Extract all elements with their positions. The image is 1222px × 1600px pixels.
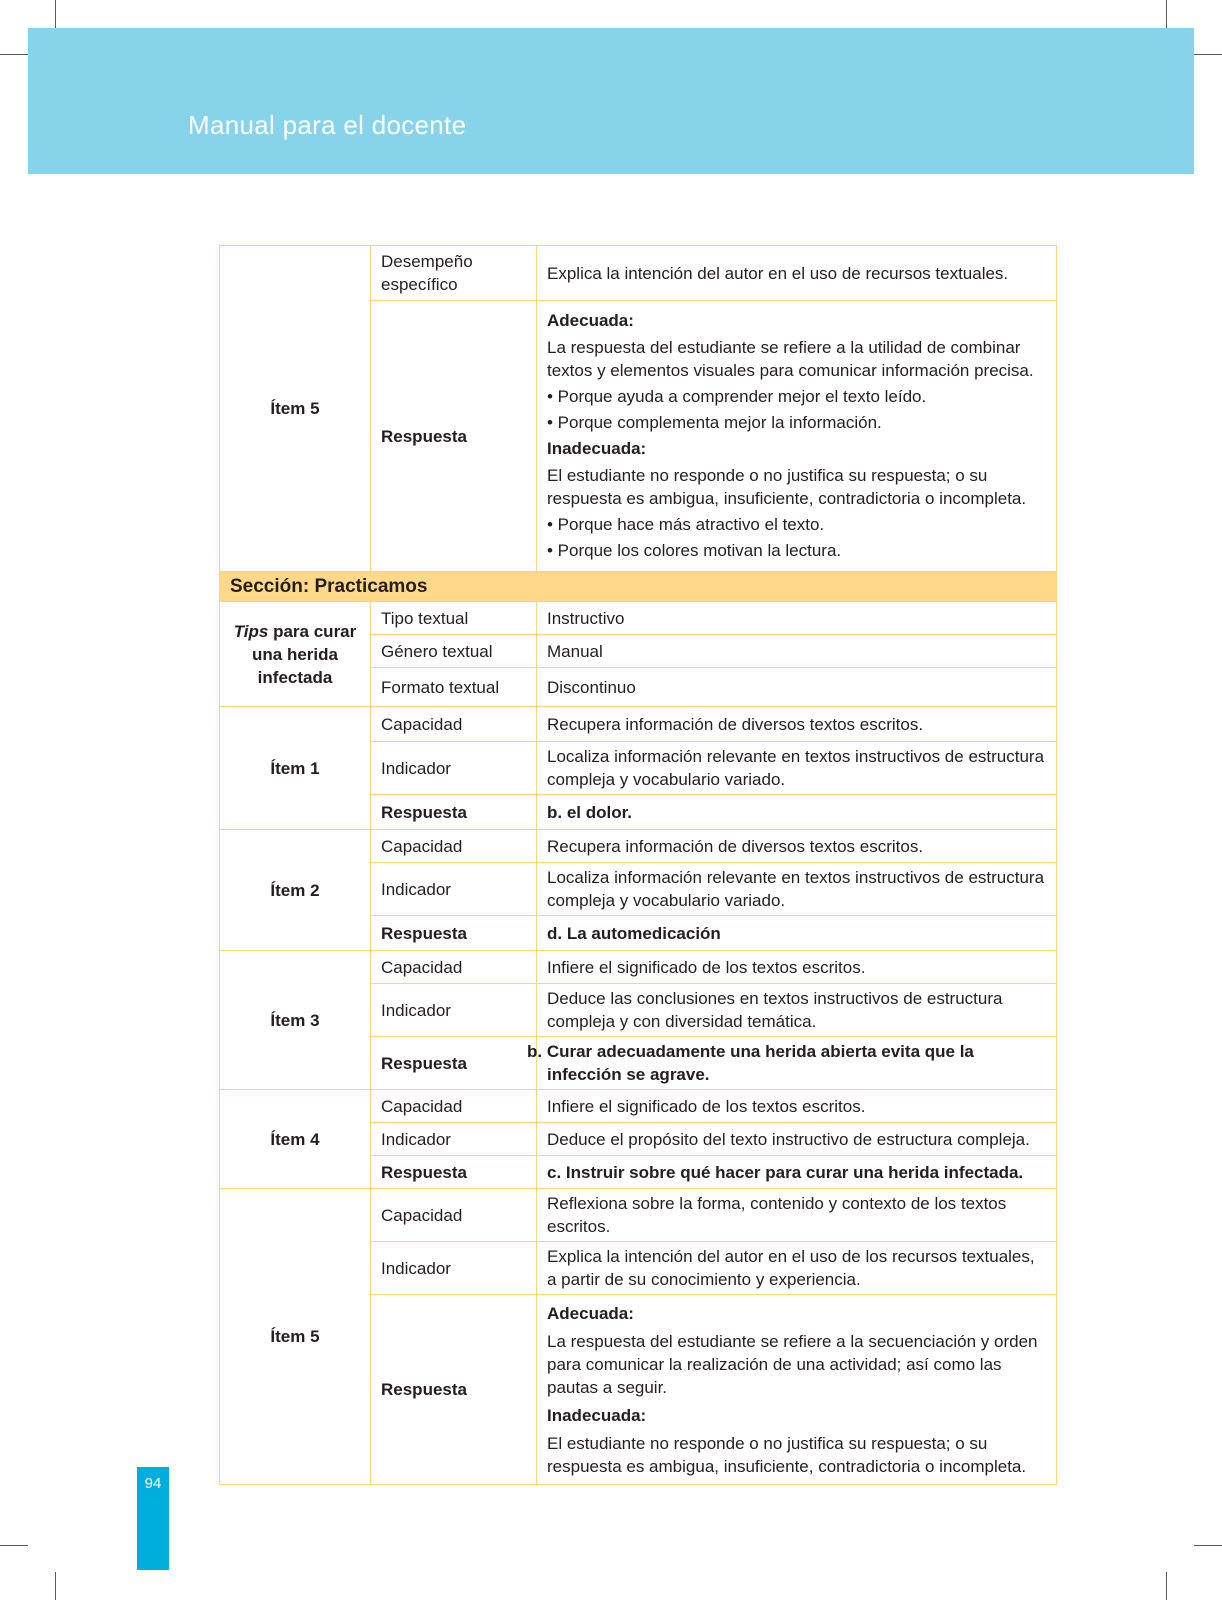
row-value: Infiere el significado de los textos escritos. (537, 951, 1057, 984)
row-value: Localiza información relevante en textos instructivos de estructura compleja y vocabulario variado. (537, 863, 1057, 916)
row-value: Discontinuo (537, 668, 1057, 707)
crop-mark (0, 1545, 28, 1546)
tips-label-rest: para curar una herida infectada (252, 621, 357, 687)
row-label: Respuesta (371, 1037, 537, 1090)
row-label: Género textual (371, 635, 537, 668)
table-row (220, 602, 1057, 635)
section-title: Sección: Practicamos (220, 572, 1057, 602)
inadequate-heading: Inadecuada: (547, 439, 647, 458)
adequate-heading: Adecuada: (547, 311, 634, 330)
row-value: b. el dolor. (537, 795, 1057, 830)
crop-mark (1166, 1572, 1167, 1600)
table-row (220, 830, 1057, 863)
row-value: b. Curar adecuadamente una herida abierta evita que la infección se agrave. (537, 1037, 1057, 1090)
crop-mark (1194, 1545, 1222, 1546)
row-label: Capacidad (371, 1090, 537, 1123)
row-label: Respuesta (371, 1156, 537, 1189)
row-value: d. La automedicación (537, 916, 1057, 951)
item-label: Ítem 3 (220, 951, 371, 1090)
row-label: Indicador (371, 1242, 537, 1295)
item-label: Ítem 1 (220, 707, 371, 830)
list-item: • Porque ayuda a comprender mejor el texto leído. (547, 387, 927, 406)
tips-label-em: Tips (233, 621, 269, 641)
row-label: Capacidad (371, 830, 537, 863)
answer-cell (537, 1295, 1057, 1485)
inadequate-heading: Inadecuada: (547, 1406, 647, 1425)
row-label: Respuesta (371, 1295, 537, 1485)
list-item: • Porque complementa mejor la información. (547, 413, 882, 432)
row-value: Instructivo (537, 602, 1057, 635)
row-label: Desempeño específico (371, 246, 537, 301)
list-item: • Porque los colores motivan la lectura. (547, 541, 842, 560)
row-value: Deduce las conclusiones en textos instructivos de estructura compleja y con diversidad temática. (537, 984, 1057, 1037)
row-label: Capacidad (371, 1189, 537, 1242)
row-value: Explica la intención del autor en el uso de recursos textuales. (537, 246, 1057, 301)
item-label: Ítem 2 (220, 830, 371, 951)
item-label: Ítem 5 (220, 246, 371, 572)
adequate-text: La respuesta del estudiante se refiere a la utilidad de combinar textos y elementos visuales para comunicar información precisa. (547, 338, 1034, 380)
adequate-heading: Adecuada: (547, 1304, 634, 1323)
item-label: Ítem 5 (220, 1189, 371, 1485)
inadequate-text: El estudiante no responde o no justifica su respuesta; o su respuesta es ambigua, insuficiente, contradictoria o incompleta. (547, 1434, 1027, 1476)
table-row (220, 1189, 1057, 1242)
crop-mark (1194, 54, 1222, 55)
adequate-text: La respuesta del estudiante se refiere a la secuenciación y orden para comunicar la realización de una actividad; así como las pautas a seguir. (547, 1332, 1038, 1397)
inadequate-text: El estudiante no responde o no justifica su respuesta; o su respuesta es ambigua, insuficiente, contradictoria o incompleta. (547, 466, 1027, 508)
row-value: Infiere el significado de los textos escritos. (537, 1090, 1057, 1123)
row-value: Explica la intención del autor en el uso de los recursos textuales, a partir de su conocimiento y experiencia. (537, 1242, 1057, 1295)
rubric-table (219, 245, 1057, 1485)
row-label: Indicador (371, 742, 537, 795)
row-value: Reflexiona sobre la forma, contenido y contexto de los textos escritos. (537, 1189, 1057, 1242)
row-label: Capacidad (371, 707, 537, 742)
row-label: Respuesta (371, 795, 537, 830)
crop-mark (1166, 0, 1167, 28)
tips-label (220, 602, 371, 707)
list-item: • Porque hace más atractivo el texto. (547, 515, 825, 534)
row-label: Indicador (371, 863, 537, 916)
header-band (28, 28, 1194, 174)
crop-mark (0, 54, 28, 55)
row-value: Localiza información relevante en textos instructivos de estructura compleja y vocabulario variado. (537, 742, 1057, 795)
row-value: c. Instruir sobre qué hacer para curar una herida infectada. (537, 1156, 1057, 1189)
row-label: Indicador (371, 984, 537, 1037)
page-number: 94 (144, 1475, 162, 1492)
row-value: Manual (537, 635, 1057, 668)
item-label: Ítem 4 (220, 1090, 371, 1189)
answer-cell (537, 301, 1057, 572)
row-label: Tipo textual (371, 602, 537, 635)
row-label: Respuesta (371, 916, 537, 951)
table-row (220, 707, 1057, 742)
table-row (220, 246, 1057, 301)
row-label: Indicador (371, 1123, 537, 1156)
header-title: Manual para el docente (188, 110, 467, 140)
crop-mark (55, 1572, 56, 1600)
table-row (220, 951, 1057, 984)
row-label: Formato textual (371, 668, 537, 707)
table-row (220, 1090, 1057, 1123)
row-value: Deduce el propósito del texto instructivo de estructura compleja. (537, 1123, 1057, 1156)
row-label: Capacidad (371, 951, 537, 984)
section-row (220, 572, 1057, 602)
row-label: Respuesta (371, 301, 537, 572)
crop-mark (55, 0, 56, 28)
row-value: Recupera información de diversos textos escritos. (537, 830, 1057, 863)
row-value: Recupera información de diversos textos escritos. (537, 707, 1057, 742)
